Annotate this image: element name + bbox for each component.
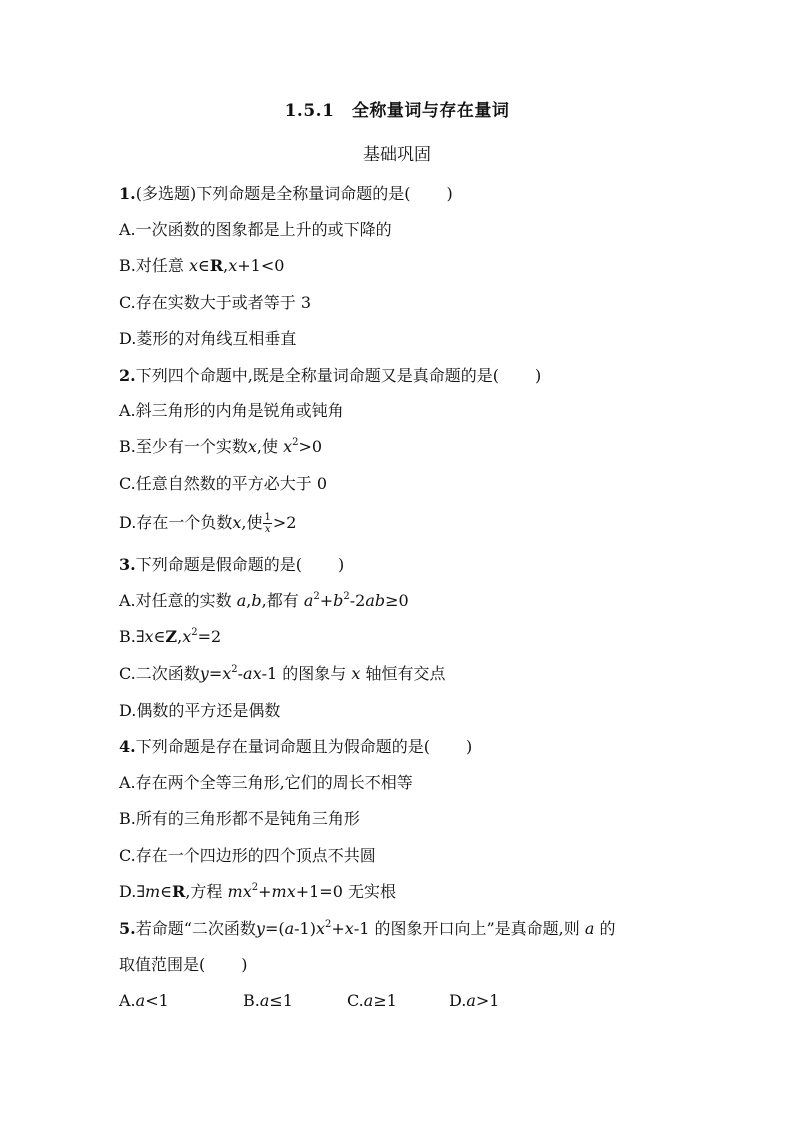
question-number: 1.: [119, 184, 136, 203]
math-exponent: 2: [343, 591, 350, 602]
math-var: x: [283, 437, 293, 456]
question-5-stem: [119, 919, 615, 939]
option-text: ,使: [256, 437, 284, 456]
close-paren: ): [465, 737, 473, 756]
question-number: 5.: [119, 919, 136, 938]
math-var: a: [466, 991, 476, 1010]
question-1-option-a: A.一次函数的图象都是上升的或下降的: [119, 220, 392, 239]
option-text: +1=0 无实根: [295, 882, 396, 901]
math-symbol: ∈: [153, 627, 166, 646]
math-var: x: [182, 627, 192, 646]
math-symbol: ,: [177, 627, 183, 646]
math-set: R: [209, 256, 224, 275]
math-set: Z: [165, 627, 178, 646]
option-label: A.: [119, 991, 136, 1010]
question-3-stem: [119, 555, 344, 575]
math-var: mx: [227, 882, 252, 901]
math-var: x: [232, 513, 242, 532]
math-symbol: +: [258, 882, 272, 901]
question-4-option-c: C.存在一个四边形的四个顶点不共圆: [119, 846, 376, 865]
question-3-option-c: [119, 664, 445, 684]
math-symbol: =(: [264, 919, 285, 938]
option-text: C.二次函数: [119, 664, 200, 683]
math-var: x: [315, 919, 325, 938]
math-var: y: [255, 919, 265, 938]
question-tag: (多选题): [135, 184, 197, 203]
option-d: [449, 991, 499, 1011]
option-text: B.至少有一个实数: [119, 437, 248, 456]
option-text: ≤1: [269, 991, 293, 1010]
question-text: -1 的图象开口向上”是真命题,则: [353, 919, 585, 938]
question-1-option-d: D.菱形的对角线互相垂直: [119, 329, 297, 348]
question-3-option-b: [119, 627, 221, 647]
math-var: b: [251, 591, 262, 610]
math-symbol: =: [208, 664, 223, 683]
option-text: D.∃: [119, 882, 146, 901]
option-label: B.: [243, 991, 260, 1010]
math-symbol: -1): [294, 919, 316, 938]
math-symbol: -: [237, 664, 244, 683]
math-var: x: [247, 437, 257, 456]
close-paren: ): [337, 555, 345, 574]
math-var: x: [188, 256, 198, 275]
option-text: <1: [145, 991, 169, 1010]
option-text: +1<0: [237, 256, 285, 275]
math-var: a: [284, 919, 295, 938]
option-text: 轴恒有交点: [360, 664, 446, 683]
close-paren: ): [446, 184, 453, 203]
option-text: A.对任意的实数: [119, 591, 237, 610]
math-var: x: [228, 256, 238, 275]
math-symbol: ∈: [160, 882, 173, 901]
math-var: m: [145, 882, 161, 901]
option-text: D.存在一个负数: [119, 513, 233, 532]
math-exponent: 2: [313, 591, 320, 602]
math-var: x: [222, 664, 232, 683]
question-4-option-d: [119, 882, 396, 902]
option-text: ,使: [241, 513, 263, 532]
math-var: a: [259, 991, 270, 1010]
question-5-options: [119, 991, 499, 1011]
math-symbol: ,: [246, 591, 252, 610]
question-text: 下列命题是全称量词命题的是(: [196, 184, 411, 203]
option-text: ,都有: [261, 591, 304, 610]
math-symbol: +: [331, 919, 345, 938]
option-text: B.对任意: [119, 256, 189, 275]
question-1-option-c: C.存在实数大于或者等于 3: [119, 293, 312, 312]
question-1-option-b: [119, 256, 284, 276]
question-3-option-a: [119, 591, 409, 611]
math-var: a: [135, 991, 146, 1010]
option-label: C.: [347, 991, 364, 1010]
math-exponent: 2: [251, 882, 259, 893]
math-var: ax: [243, 664, 262, 683]
question-number: 2.: [119, 366, 136, 385]
close-paren: ): [535, 366, 542, 385]
math-var: a: [363, 991, 374, 1010]
option-text: >0: [298, 437, 323, 456]
fraction-denominator: x: [264, 524, 271, 535]
math-set: R: [172, 882, 186, 901]
option-a: [119, 991, 243, 1011]
option-label: D.: [449, 991, 467, 1010]
math-exponent: 2: [231, 664, 238, 675]
question-4-stem: [119, 737, 472, 757]
close-paren: ): [241, 955, 248, 974]
option-text: B.∃: [119, 627, 145, 646]
section-subtitle: 基础巩固: [363, 145, 431, 165]
question-text: 下列四个命题中,既是全称量词命题又是真命题的是(: [135, 366, 500, 385]
math-var: a: [584, 919, 595, 938]
option-text: =2: [197, 627, 222, 646]
math-var: b: [333, 591, 344, 610]
option-text: >2: [272, 513, 297, 532]
page-title: 1.5.1 全称量词与存在量词: [284, 101, 510, 121]
question-2-option-c: C.任意自然数的平方必大于 0: [119, 474, 328, 493]
math-symbol: ∈: [197, 256, 210, 275]
math-exponent: 2: [191, 627, 198, 638]
math-exponent: 2: [325, 919, 332, 930]
question-text: 下列命题是假命题的是(: [135, 555, 302, 574]
option-text: ≥0: [385, 591, 409, 610]
math-fraction: [263, 512, 271, 535]
math-var: y: [199, 664, 209, 683]
question-2-option-b: [119, 437, 322, 457]
math-symbol: -2: [349, 591, 366, 610]
question-1-stem: [119, 184, 453, 204]
question-text: 若命题“二次函数: [135, 919, 256, 938]
question-4-option-a: A.存在两个全等三角形,它们的周长不相等: [119, 773, 413, 792]
option-c: [347, 991, 449, 1011]
question-2-stem: [119, 366, 541, 386]
math-symbol: +: [319, 591, 334, 610]
math-exponent: 2: [292, 437, 299, 448]
question-3-option-d: D.偶数的平方还是偶数: [119, 701, 281, 720]
question-2-option-d: [119, 512, 296, 535]
math-var: x: [144, 627, 154, 646]
question-2-option-a: A.斜三角形的内角是锐角或钝角: [119, 401, 344, 420]
question-number: 4.: [119, 737, 136, 756]
question-text: 的: [594, 919, 616, 938]
math-var: a: [303, 591, 314, 610]
math-var: x: [351, 664, 361, 683]
math-symbol: ,: [223, 256, 229, 275]
math-var: mx: [271, 882, 296, 901]
option-text: >1: [475, 991, 500, 1010]
question-number: 3.: [119, 555, 136, 574]
question-text: 取值范围是(: [119, 955, 206, 974]
math-var: ab: [365, 591, 386, 610]
option-text: -1 的图象与: [261, 664, 352, 683]
math-var: x: [344, 919, 354, 938]
option-text: ≥1: [373, 991, 397, 1010]
question-text: 下列命题是存在量词命题且为假命题的是(: [135, 737, 430, 756]
option-b: [243, 991, 347, 1011]
option-text: ,方程: [185, 882, 228, 901]
math-var: a: [236, 591, 247, 610]
question-4-option-b: B.所有的三角形都不是钝角三角形: [119, 809, 360, 828]
question-5-stem-line2: [119, 955, 248, 975]
fraction-numerator: 1: [264, 512, 271, 523]
